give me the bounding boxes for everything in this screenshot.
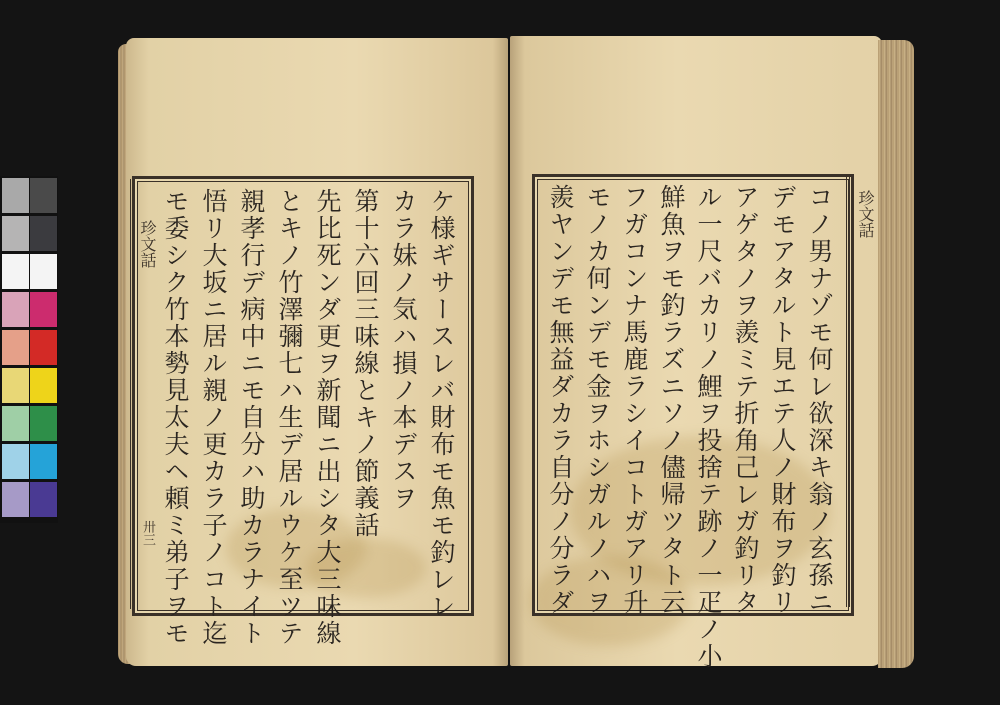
right-text-column: ル一尺バカリノ鯉ヲ投捨テ跡ノ一疋ノ小	[694, 184, 723, 670]
color-patch	[2, 368, 29, 403]
color-calibration-chart	[0, 176, 58, 523]
left-text-column: とキノ竹澤彌七ハ生デ居ルウケ至ツテ	[275, 188, 304, 647]
color-patch	[2, 444, 29, 479]
color-patch	[30, 330, 57, 365]
left-text-column: 親孝行デ病中ニモ自分ハ助カラナイト	[237, 188, 266, 647]
color-patch	[30, 216, 57, 251]
left-text-column: 第十六回三味線とキノ節義話	[351, 188, 380, 539]
color-patch	[2, 482, 29, 517]
color-patch	[30, 254, 57, 289]
right-text-column: アゲタノヲ羨ミテ折角己レガ釣リタ	[731, 184, 760, 616]
right-text-column: 羨ヤンデモ無益ダカラ自分ノ分ラダ	[546, 184, 575, 616]
color-patch	[30, 444, 57, 479]
left-text-column: 先比死ンダ更ヲ新聞ニ出シタ大三味線	[313, 188, 342, 647]
color-patch	[30, 482, 57, 517]
left-text-column: 悟リ大坂ニ居ル親ノ更カラ子ノコト迄	[199, 188, 228, 647]
right-text-column: コノ男ナゾモ何レ欲深キ翁ノ玄孫ニ	[805, 184, 834, 616]
color-patch	[2, 330, 29, 365]
left-folio-number: 卅三	[140, 520, 155, 546]
left-text-column: ケ様ギサースレバ財布モ魚モ釣レレ	[427, 188, 456, 620]
right-text-column: フガコンナ馬鹿ラシイコトガアリ升	[620, 184, 649, 616]
left-text-column: カラ妹ノ気ハ損ノ本デスヲ	[389, 188, 418, 512]
right-text-column: モノカ何ンデモ金ヲホシガルノハヲ	[583, 184, 612, 616]
color-patch	[2, 292, 29, 327]
color-patch	[2, 178, 29, 213]
right-page-edges	[878, 40, 914, 668]
right-text-column: 鮮魚ヲモ釣ラズニソノ儘帰ツタト云	[657, 184, 686, 616]
color-patch	[2, 254, 29, 289]
left-text-column: モ委シク竹本勢見太夫ヘ頼ミ弟子ヲモ	[161, 188, 190, 647]
left-margin-title: 珍文話	[138, 220, 157, 268]
color-patch	[30, 292, 57, 327]
right-text-column: デモアタルト見エテ人ノ財布ヲ釣リ	[768, 184, 797, 616]
open-book	[118, 34, 918, 674]
color-patch	[2, 406, 29, 441]
right-margin-title: 珍文話	[856, 190, 875, 238]
color-patch	[30, 368, 57, 403]
color-patch	[30, 406, 57, 441]
color-patch	[30, 178, 57, 213]
color-patch	[2, 216, 29, 251]
right-frame-edge	[846, 177, 854, 607]
